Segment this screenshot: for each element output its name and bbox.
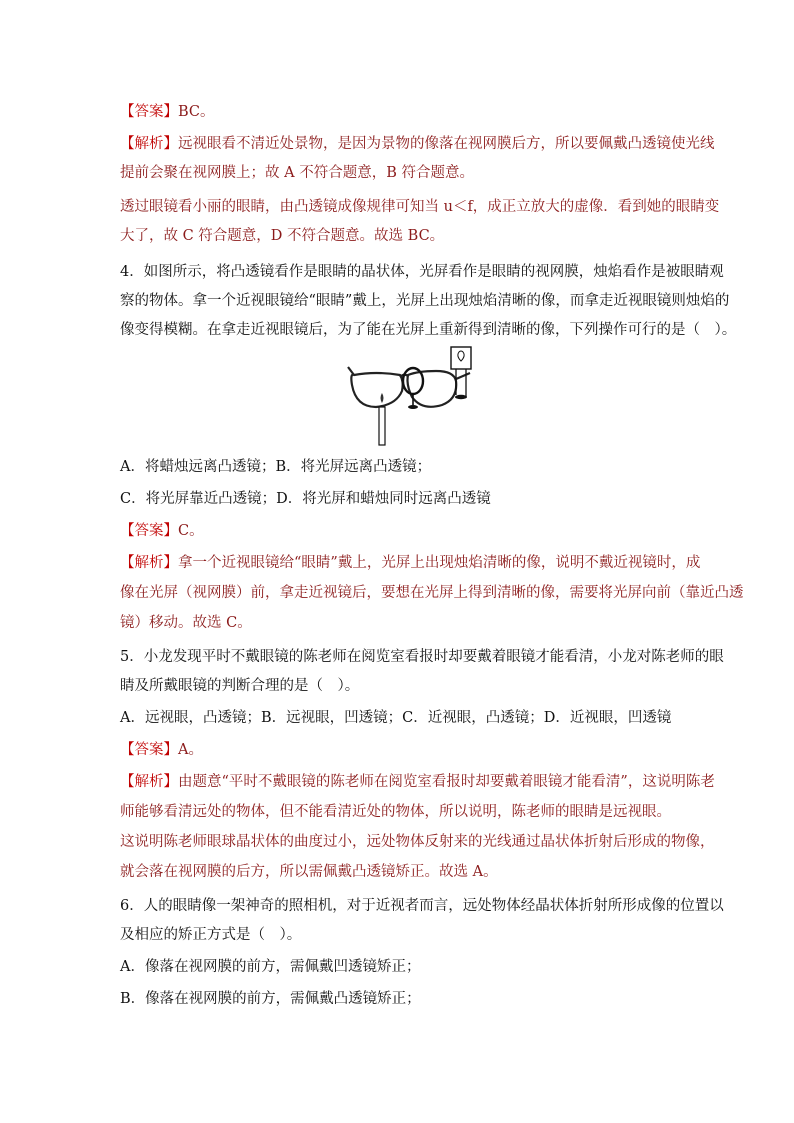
answer-tag: 【答案】	[120, 742, 178, 758]
explanation-5-line-1	[120, 773, 715, 791]
question-5-line-1: 5．小龙发现平时不戴眼镜的陈老师在阅览室看报时却要戴着眼镜才能看清，小龙对陈老师的眼	[120, 649, 724, 665]
explanation-text: 拿一个近视眼镜给“眼睛”戴上，光屏上出现烛焰清晰的像，说明不戴近视镜时，成	[178, 555, 701, 571]
explanation-3-line-1	[120, 135, 715, 153]
question-6-option-a: A．像落在视网膜的前方，需佩戴凹透镜矫正；	[120, 959, 421, 975]
glasses-icon	[348, 367, 470, 407]
question-6-line-2: 及相应的矫正方式是（ ）。	[120, 927, 302, 943]
answer-5	[120, 741, 700, 759]
answer-tag: 【答案】	[120, 104, 178, 120]
explanation-text: 远视眼看不清近处景物，是因为景物的像落在视网膜后方，所以要佩戴凸透镜使光线	[178, 136, 715, 152]
answer-4	[120, 522, 700, 540]
explanation-tag: 【解析】	[120, 555, 178, 571]
explanation-4-line-3: 镜）移动。故选 C。	[120, 615, 252, 631]
explanation-text: 透过眼镜看小丽的眼睛，由凸透镜成像规律可知当 u＜f，成正立放大的虚像．看到她的眼睛变	[120, 199, 720, 215]
question-4-line-2: 察的物体。拿一个近视眼镜给“眼睛”戴上，光屏上出现烛焰清晰的像，而拿走近视眼镜则烛焰的	[120, 293, 730, 309]
answer-text: C。	[178, 523, 204, 539]
explanation-3-line-4: 大了，故 C 符合题意，D 不符合题意。故选 BC。	[120, 228, 445, 244]
question-4-line-1: 4．如图所示，将凸透镜看作是眼睛的晶状体，光屏看作是眼睛的视网膜，烛焰看作是被眼睛观	[120, 264, 724, 280]
explanation-3-line-2: 提前会聚在视网膜上；故 A 不符合题意，B 符合题意。	[120, 165, 474, 181]
candle-icon	[379, 393, 385, 445]
explanation-4-line-2: 像在光屏（视网膜）前，拿走近视镜后，要想在光屏上得到清晰的像，需要将光屏向前（靠近凸透	[120, 585, 744, 601]
explanation-5-line-4: 就会落在视网膜的后方，所以需佩戴凸透镜矫正。故选 A。	[120, 864, 498, 880]
explanation-5-line-2: 师能够看清远处的物体，但不能看清近处的物体，所以说明，陈老师的眼睛是远视眼。	[120, 804, 671, 820]
explanation-tag: 【解析】	[120, 136, 178, 152]
question-5-line-2: 睛及所戴眼镜的判断合理的是（ ）。	[120, 678, 360, 694]
explanation-text: 由题意“平时不戴眼镜的陈老师在阅览室看报时却要戴着眼镜才能看清”，这说明陈老	[178, 774, 715, 790]
question-4-line-3: 像变得模糊。在拿走近视眼镜后，为了能在光屏上重新得到清晰的像，下列操作可行的是（ ）。	[120, 322, 737, 338]
explanation-tag: 【解析】	[120, 774, 178, 790]
answer-text: BC。	[178, 104, 215, 120]
glasses-lens-candle-figure	[346, 345, 476, 449]
question-6-line-1: 6．人的眼睛像一架神奇的照相机，对于近视者而言，远处物体经晶状体折射所形成像的位置以	[120, 898, 724, 914]
question-4-options-ab: A．将蜡烛远离凸透镜；B．将光屏远离凸透镜；	[120, 459, 432, 475]
answer-text: A。	[178, 742, 203, 758]
answer-3	[120, 103, 700, 121]
explanation-3-line-3	[120, 198, 720, 216]
answer-tag: 【答案】	[120, 523, 178, 539]
question-6-option-b: B．像落在视网膜的前方，需佩戴凸透镜矫正；	[120, 991, 421, 1007]
question-4-options-cd: C．将光屏靠近凸透镜；D．将光屏和蜡烛同时远离凸透镜	[120, 491, 491, 507]
question-5-options: A．远视眼，凸透镜；B．远视眼，凹透镜；C．近视眼，凸透镜；D．近视眼，凹透镜	[120, 710, 672, 726]
explanation-5-line-3: 这说明陈老师眼球晶状体的曲度过小，远处物体反射来的光线通过晶状体折射后形成的物像，	[120, 834, 715, 850]
explanation-4-line-1	[120, 554, 700, 572]
